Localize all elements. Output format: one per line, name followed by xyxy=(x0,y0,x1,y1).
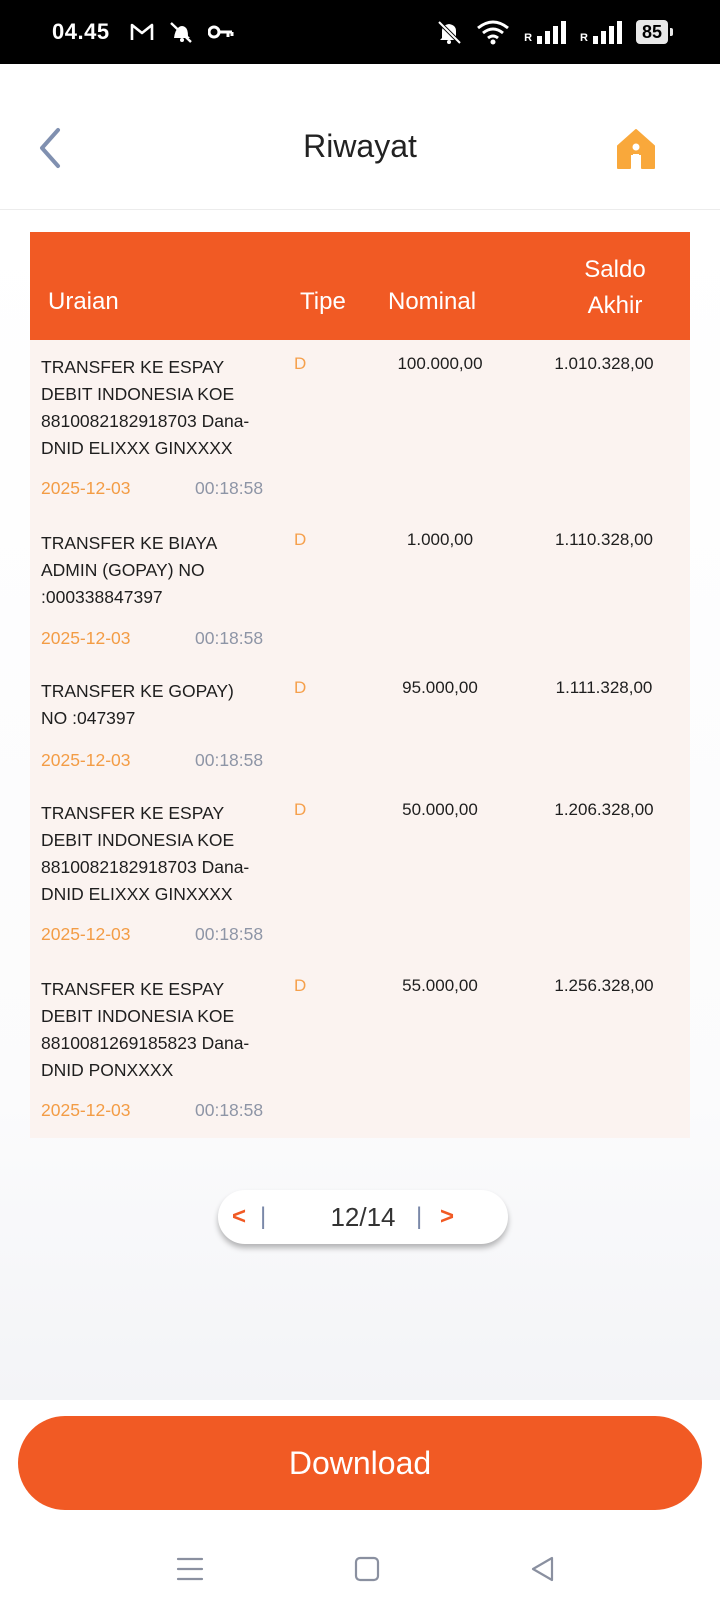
column-header-uraian: Uraian xyxy=(48,288,119,315)
row-type: D xyxy=(294,530,307,549)
pagination-separator: | xyxy=(260,1203,267,1230)
row-nominal: 1.000,00 xyxy=(406,530,474,549)
signal-icon: R xyxy=(580,20,622,44)
row-description: TRANSFER KE BIAYA ADMIN (GOPAY) NO :000338847397 xyxy=(41,533,218,607)
row-date: 2025-12-03 xyxy=(41,924,131,944)
gmail-icon xyxy=(130,22,154,42)
row-description: TRANSFER KE ESPAY DEBIT INDONESIA KOE 8810081269185823 Dana- DNID PONXXXX xyxy=(41,979,250,1080)
table-row[interactable] xyxy=(30,516,690,664)
row-nominal: 50.000,00 xyxy=(402,800,478,819)
back-nav-button[interactable] xyxy=(530,1556,556,1587)
column-header-tipe: Tipe xyxy=(300,288,346,315)
row-type: D xyxy=(294,354,307,373)
row-date: 2025-12-03 xyxy=(41,628,131,648)
home-button[interactable] xyxy=(616,128,656,170)
key-icon xyxy=(208,24,234,40)
column-header-saldo-akhir: Saldo Akhir xyxy=(584,256,646,319)
next-page-button[interactable]: > xyxy=(440,1203,455,1230)
menu-icon xyxy=(176,1556,204,1582)
battery-level: 85 xyxy=(641,21,662,42)
row-date: 2025-12-03 xyxy=(41,1100,131,1120)
home-icon xyxy=(616,128,656,170)
row-time: 00:18:58 xyxy=(195,1100,264,1120)
row-type: D xyxy=(294,678,307,697)
row-nominal: 55.000,00 xyxy=(402,976,478,995)
table-row[interactable] xyxy=(30,962,690,1138)
row-description: TRANSFER KE ESPAY DEBIT INDONESIA KOE 8810082182918703 Dana- DNID ELIXXX GINXXXX xyxy=(41,803,250,904)
row-date: 2025-12-03 xyxy=(41,750,131,770)
signal-icon: R xyxy=(524,20,566,44)
recent-apps-button[interactable] xyxy=(176,1556,204,1587)
prev-page-button[interactable]: < xyxy=(232,1203,247,1230)
row-saldo: 1.206.328,00 xyxy=(554,800,654,819)
transaction-table xyxy=(30,232,690,1138)
row-nominal: 100.000,00 xyxy=(397,354,483,373)
row-description: TRANSFER KE ESPAY DEBIT INDONESIA KOE 8810082182918703 Dana- DNID ELIXXX GINXXXX xyxy=(41,357,250,458)
download-button[interactable]: Download xyxy=(18,1416,702,1510)
home-nav-button[interactable] xyxy=(354,1556,380,1587)
pagination xyxy=(218,1190,508,1244)
status-bar xyxy=(0,0,720,64)
square-home-icon xyxy=(354,1556,380,1582)
table-header xyxy=(30,232,690,340)
row-saldo: 1.010.328,00 xyxy=(554,354,654,373)
row-description: TRANSFER KE GOPAY) NO :047397 xyxy=(41,681,234,728)
column-header-nominal: Nominal xyxy=(388,288,477,315)
row-type: D xyxy=(294,976,307,995)
app-header xyxy=(0,64,720,210)
system-nav-bar xyxy=(0,1526,720,1612)
row-saldo: 1.111.328,00 xyxy=(555,678,653,697)
row-date: 2025-12-03 xyxy=(41,478,131,498)
wifi-icon xyxy=(476,19,510,45)
bell-off-icon xyxy=(436,19,462,45)
table-row[interactable] xyxy=(30,664,690,786)
row-time: 00:18:58 xyxy=(195,750,264,770)
row-time: 00:18:58 xyxy=(195,924,264,944)
status-time: 04.45 xyxy=(52,19,110,44)
pagination-separator: | xyxy=(416,1203,423,1230)
mute-icon xyxy=(168,20,194,44)
page-title: Riwayat xyxy=(303,128,417,164)
row-time: 00:18:58 xyxy=(195,478,264,498)
page-indicator: 12/14 xyxy=(330,1201,396,1232)
row-time: 00:18:58 xyxy=(195,628,264,648)
row-type: D xyxy=(294,800,307,819)
row-saldo: 1.110.328,00 xyxy=(555,530,653,549)
row-saldo: 1.256.328,00 xyxy=(554,976,654,995)
triangle-back-icon xyxy=(530,1556,556,1582)
battery-icon xyxy=(636,20,668,44)
table-row[interactable] xyxy=(30,340,690,516)
table-row[interactable] xyxy=(30,786,690,962)
row-nominal: 95.000,00 xyxy=(402,678,478,697)
